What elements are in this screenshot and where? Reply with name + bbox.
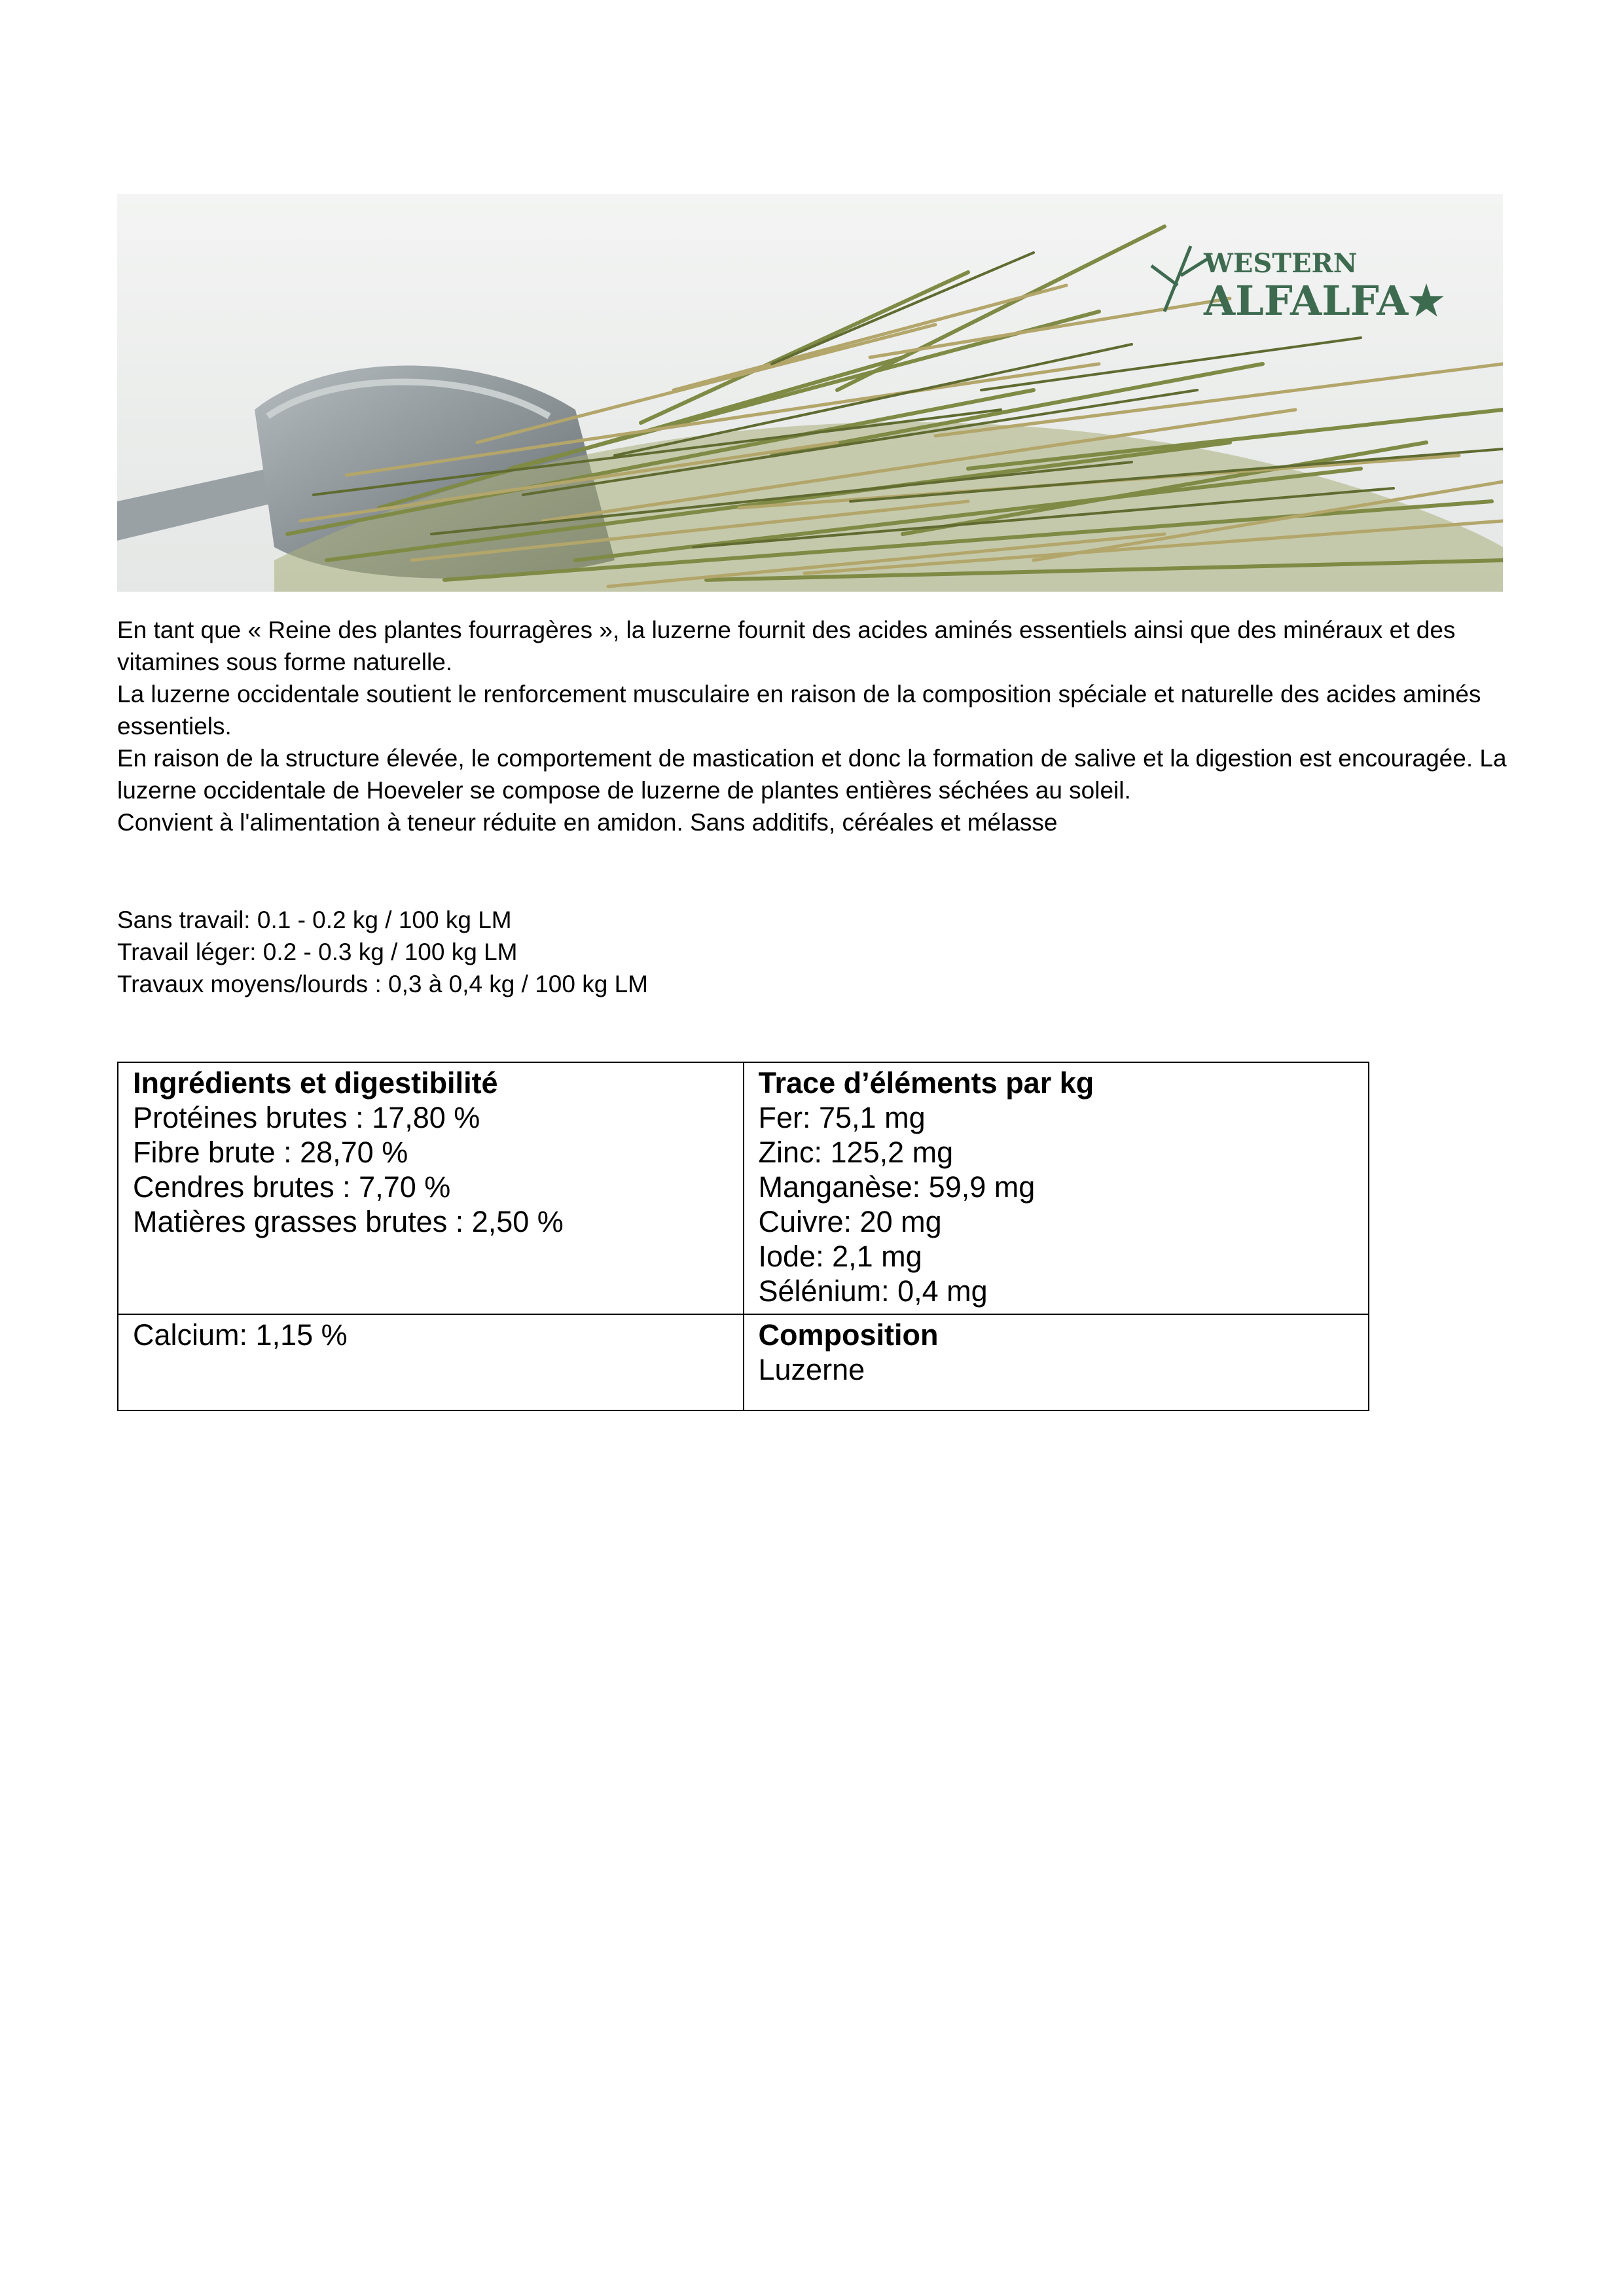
dosage-line: Sans travail: 0.1 - 0.2 kg / 100 kg LM	[117, 906, 512, 933]
trace-element-line: Cuivre: 20 mg	[758, 1205, 942, 1238]
composition-cell	[744, 1314, 1369, 1410]
intro-paragraph: En raison de la structure élevée, le comportement de mastication et donc la formation de salive et la digestion est encouragée. La luzerne occidentale de Hoeveler se compose de luzerne de plantes entières séchées au soleil.	[117, 745, 1507, 804]
ingredient-line: Protéines brutes : 17,80 %	[133, 1101, 480, 1134]
logo-text-western: WESTERN	[1204, 248, 1358, 279]
intro-text	[117, 614, 1518, 838]
calcium-line: Calcium: 1,15 %	[133, 1318, 348, 1352]
ingredient-line: Matières grasses brutes : 2,50 %	[133, 1205, 564, 1238]
dosage-list	[117, 904, 1492, 1000]
ingredient-line: Fibre brute : 28,70 %	[133, 1136, 408, 1169]
trace-element-line: Zinc: 125,2 mg	[758, 1136, 954, 1169]
logo-text-alfalfa: ALFALFA★	[1204, 277, 1445, 325]
nutrition-table	[117, 1062, 1369, 1411]
hay-scoop-illustration	[117, 194, 1503, 592]
trace-element-line: Sélénium: 0,4 mg	[758, 1274, 988, 1308]
composition-title: Composition	[758, 1318, 939, 1352]
trace-element-line: Iode: 2,1 mg	[758, 1240, 922, 1273]
trace-element-line: Fer: 75,1 mg	[758, 1101, 926, 1134]
ingredients-title: Ingrédients et digestibilité	[133, 1066, 498, 1100]
intro-paragraph: En tant que « Reine des plantes fourragères », la luzerne fournit des acides aminés essentiels ainsi que des minéraux et des vitamines sous forme naturelle.	[117, 617, 1456, 675]
intro-paragraph: Convient à l'alimentation à teneur réduite en amidon. Sans additifs, céréales et mélasse	[117, 809, 1058, 836]
table-row	[118, 1314, 1369, 1410]
trace-elements-title: Trace d’éléments par kg	[758, 1066, 1094, 1100]
trace-elements-cell	[744, 1062, 1369, 1314]
trace-element-line: Manganèse: 59,9 mg	[758, 1170, 1036, 1204]
table-row	[118, 1062, 1369, 1314]
ingredient-line: Cendres brutes : 7,70 %	[133, 1170, 451, 1204]
hero-image	[117, 194, 1503, 592]
composition-line: Luzerne	[758, 1353, 865, 1386]
dosage-line: Travaux moyens/lourds : 0,3 à 0,4 kg / 100 kg LM	[117, 971, 648, 997]
ingredients-cell	[118, 1062, 744, 1314]
dosage-line: Travail léger: 0.2 - 0.3 kg / 100 kg LM	[117, 939, 518, 965]
calcium-cell	[118, 1314, 744, 1410]
intro-paragraph: La luzerne occidentale soutient le renforcement musculaire en raison de la composition spéciale et naturelle des acides aminés essentiels.	[117, 681, 1481, 740]
